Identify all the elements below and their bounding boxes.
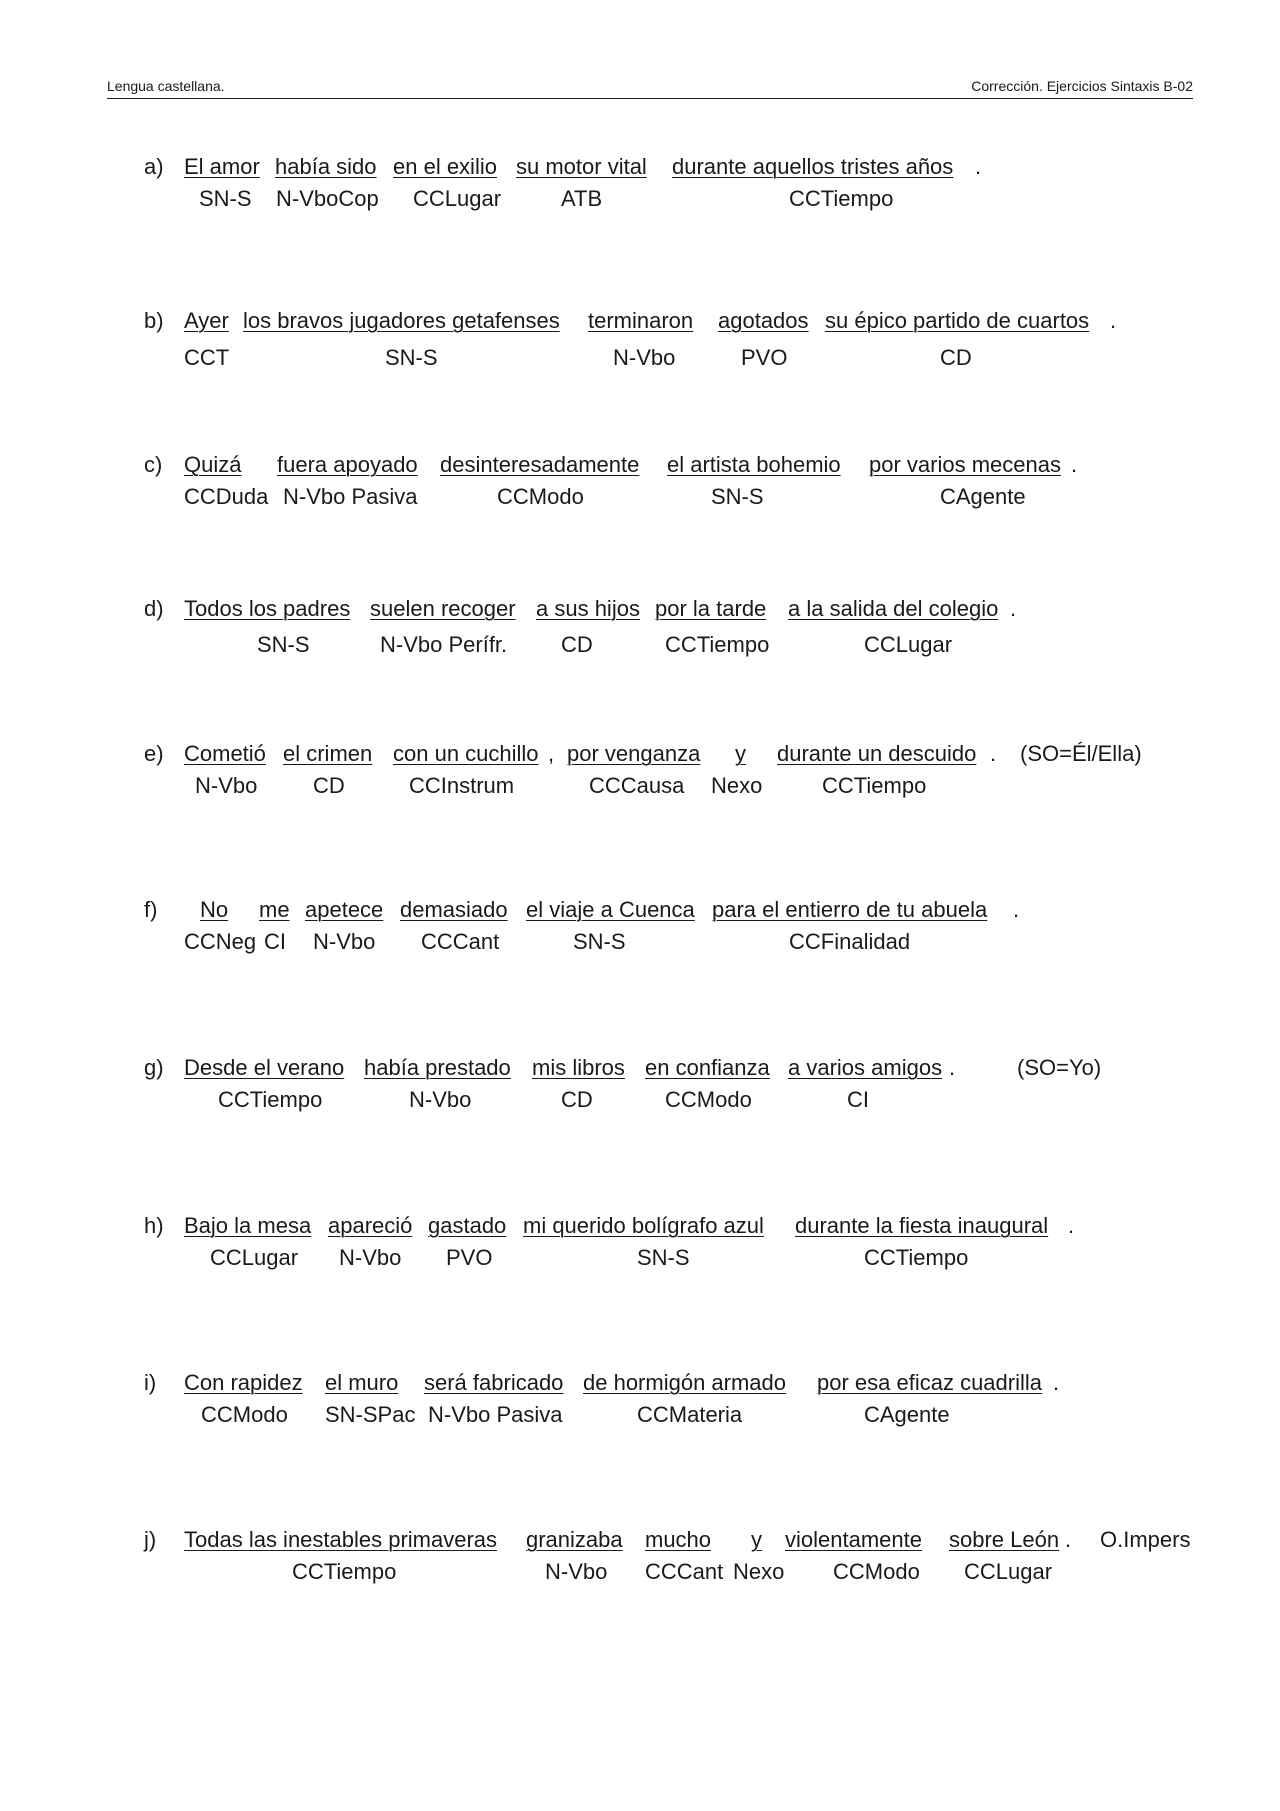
phrase: a la salida del colegio xyxy=(788,596,999,621)
syntactic-function: CCTiempo xyxy=(864,1245,969,1270)
syntactic-function: CCT xyxy=(184,345,230,370)
exercise-g xyxy=(0,1055,1280,1125)
phrase: a varios amigos xyxy=(788,1055,943,1080)
phrase: violentamente xyxy=(785,1527,922,1552)
phrase: apetece xyxy=(305,897,384,922)
subject-note: (SO=Yo) xyxy=(1017,1055,1102,1080)
phrase: demasiado xyxy=(400,897,508,922)
syntactic-function: CD xyxy=(940,345,972,370)
subject-note: (SO=Él/Ella) xyxy=(1020,741,1142,766)
exercise-c xyxy=(0,452,1280,522)
syntactic-function: SN-S xyxy=(199,186,252,211)
syntactic-function: SN-S xyxy=(385,345,438,370)
syntactic-function: CCModo xyxy=(201,1402,288,1427)
syntactic-function: N-Vbo xyxy=(195,773,258,798)
syntactic-function: CCLugar xyxy=(864,632,953,657)
impersonal-note: O.Impers xyxy=(1100,1527,1191,1552)
syntactic-function: N-Vbo Perífr. xyxy=(380,632,508,657)
phrase: en el exilio xyxy=(393,154,497,179)
phrase: su motor vital xyxy=(516,154,647,179)
syntactic-function: N-VboCop xyxy=(276,186,379,211)
phrase: terminaron xyxy=(588,308,694,333)
punctuation: . xyxy=(1065,1527,1072,1552)
phrase: Ayer xyxy=(184,308,229,333)
exercise-label: d) xyxy=(144,596,164,621)
syntactic-function: N-Vbo xyxy=(313,929,376,954)
phrase: durante un descuido xyxy=(777,741,977,766)
syntactic-function: CD xyxy=(561,632,593,657)
syntactic-function: CCTiempo xyxy=(292,1559,397,1584)
syntactic-function: CCModo xyxy=(833,1559,920,1584)
syntactic-function: CCDuda xyxy=(184,484,269,509)
phrase: fuera apoyado xyxy=(277,452,418,477)
punctuation: . xyxy=(1053,1370,1060,1395)
syntactic-function: ATB xyxy=(561,186,603,211)
exercise-label: a) xyxy=(144,154,164,179)
phrase: gastado xyxy=(428,1213,507,1238)
exercise-d xyxy=(0,596,1280,666)
syntactic-function: CCTiempo xyxy=(789,186,894,211)
page-header xyxy=(107,78,1193,99)
syntactic-function: N-Vbo xyxy=(613,345,676,370)
phrase: agotados xyxy=(718,308,809,333)
phrase: y xyxy=(735,741,746,766)
syntactic-function: Nexo xyxy=(711,773,763,798)
exercise-a xyxy=(0,154,1280,224)
phrase: el crimen xyxy=(283,741,373,766)
phrase: en confianza xyxy=(645,1055,770,1080)
punctuation: . xyxy=(975,154,982,179)
exercise-label: b) xyxy=(144,308,164,333)
exercise-label: j) xyxy=(144,1527,157,1552)
syntactic-function: CI xyxy=(264,929,286,954)
phrase: Bajo la mesa xyxy=(184,1213,312,1238)
phrase: por esa eficaz cuadrilla xyxy=(817,1370,1043,1395)
exercise-f xyxy=(0,897,1280,967)
syntactic-function: N-Vbo xyxy=(545,1559,608,1584)
exercise-e xyxy=(0,741,1280,811)
phrase: mis libros xyxy=(532,1055,625,1080)
phrase: el muro xyxy=(325,1370,399,1395)
syntactic-function: CCTiempo xyxy=(218,1087,323,1112)
phrase: había sido xyxy=(275,154,377,179)
syntactic-function: CD xyxy=(313,773,345,798)
syntactic-function: PVO xyxy=(741,345,788,370)
syntactic-function: SN-S xyxy=(257,632,310,657)
phrase: Desde el verano xyxy=(184,1055,345,1080)
syntactic-function: CCLugar xyxy=(964,1559,1053,1584)
phrase: Todas las inestables primaveras xyxy=(184,1527,498,1552)
syntactic-function: SN-SPac xyxy=(325,1402,416,1427)
syntactic-function: CCCant xyxy=(645,1559,724,1584)
phrase: Con rapidez xyxy=(184,1370,303,1395)
phrase: por varios mecenas xyxy=(869,452,1061,477)
phrase: durante aquellos tristes años xyxy=(672,154,954,179)
syntactic-function: N-Vbo xyxy=(409,1087,472,1112)
syntactic-function: CD xyxy=(561,1087,593,1112)
phrase: por venganza xyxy=(567,741,701,766)
syntactic-function: Nexo xyxy=(733,1559,785,1584)
exercise-label: f) xyxy=(144,897,158,922)
syntactic-function: CCMateria xyxy=(637,1402,743,1427)
header-subject: Lengua castellana. xyxy=(107,78,225,94)
syntactic-function: CCTiempo xyxy=(822,773,927,798)
phrase: de hormigón armado xyxy=(583,1370,787,1395)
exercise-label: i) xyxy=(144,1370,157,1395)
phrase: apareció xyxy=(328,1213,413,1238)
punctuation: , xyxy=(548,741,555,766)
phrase: El amor xyxy=(184,154,260,179)
syntactic-function: PVO xyxy=(446,1245,493,1270)
header-title: Corrección. Ejercicios Sintaxis B-02 xyxy=(971,78,1193,94)
punctuation: . xyxy=(990,741,997,766)
exercise-label: e) xyxy=(144,741,164,766)
phrase: No xyxy=(200,897,229,922)
phrase: granizaba xyxy=(526,1527,623,1552)
syntactic-function: CCModo xyxy=(665,1087,752,1112)
syntactic-function: N-Vbo xyxy=(339,1245,402,1270)
phrase: durante la fiesta inaugural xyxy=(795,1213,1049,1238)
syntactic-function: CAgente xyxy=(940,484,1026,509)
phrase: suelen recoger xyxy=(370,596,516,621)
syntactic-function: CCInstrum xyxy=(409,773,515,798)
exercise-label: g) xyxy=(144,1055,164,1080)
syntactic-function: SN-S xyxy=(573,929,626,954)
exercise-label: h) xyxy=(144,1213,164,1238)
syntactic-function: CCCausa xyxy=(589,773,685,798)
phrase: su épico partido de cuartos xyxy=(825,308,1090,333)
punctuation: . xyxy=(1110,308,1117,333)
exercise-h xyxy=(0,1213,1280,1283)
phrase: a sus hijos xyxy=(536,596,640,621)
exercise-b xyxy=(0,308,1280,378)
phrase: había prestado xyxy=(364,1055,511,1080)
phrase: Cometió xyxy=(184,741,266,766)
punctuation: . xyxy=(1013,897,1020,922)
phrase: mucho xyxy=(645,1527,712,1552)
phrase: el artista bohemio xyxy=(667,452,841,477)
syntactic-function: CCNeg xyxy=(184,929,257,954)
phrase: Quizá xyxy=(184,452,242,477)
syntactic-function: CCTiempo xyxy=(665,632,770,657)
phrase: y xyxy=(751,1527,762,1552)
phrase: por la tarde xyxy=(655,596,767,621)
phrase: será fabricado xyxy=(424,1370,564,1395)
syntactic-function: CCFinalidad xyxy=(789,929,911,954)
punctuation: . xyxy=(949,1055,956,1080)
phrase: Todos los padres xyxy=(184,596,351,621)
phrase: el viaje a Cuenca xyxy=(526,897,695,922)
phrase: me xyxy=(259,897,290,922)
syntactic-function: CCCant xyxy=(421,929,500,954)
phrase: sobre León xyxy=(949,1527,1060,1552)
exercise-i xyxy=(0,1370,1280,1440)
exercise-j xyxy=(0,1527,1280,1597)
syntactic-function: CCLugar xyxy=(210,1245,299,1270)
phrase: para el entierro de tu abuela xyxy=(712,897,988,922)
syntactic-function: CI xyxy=(847,1087,869,1112)
phrase: desinteresadamente xyxy=(440,452,640,477)
syntactic-function: N-Vbo Pasiva xyxy=(428,1402,563,1427)
punctuation: . xyxy=(1071,452,1078,477)
phrase: con un cuchillo xyxy=(393,741,539,766)
syntactic-function: SN-S xyxy=(711,484,764,509)
phrase: mi querido bolígrafo azul xyxy=(523,1213,764,1238)
syntactic-function: CCModo xyxy=(497,484,584,509)
syntactic-function: SN-S xyxy=(637,1245,690,1270)
punctuation: . xyxy=(1010,596,1017,621)
syntactic-function: CCLugar xyxy=(413,186,502,211)
exercise-label: c) xyxy=(144,452,163,477)
phrase: los bravos jugadores getafenses xyxy=(243,308,560,333)
syntactic-function: CAgente xyxy=(864,1402,950,1427)
punctuation: . xyxy=(1068,1213,1075,1238)
syntactic-function: N-Vbo Pasiva xyxy=(283,484,418,509)
